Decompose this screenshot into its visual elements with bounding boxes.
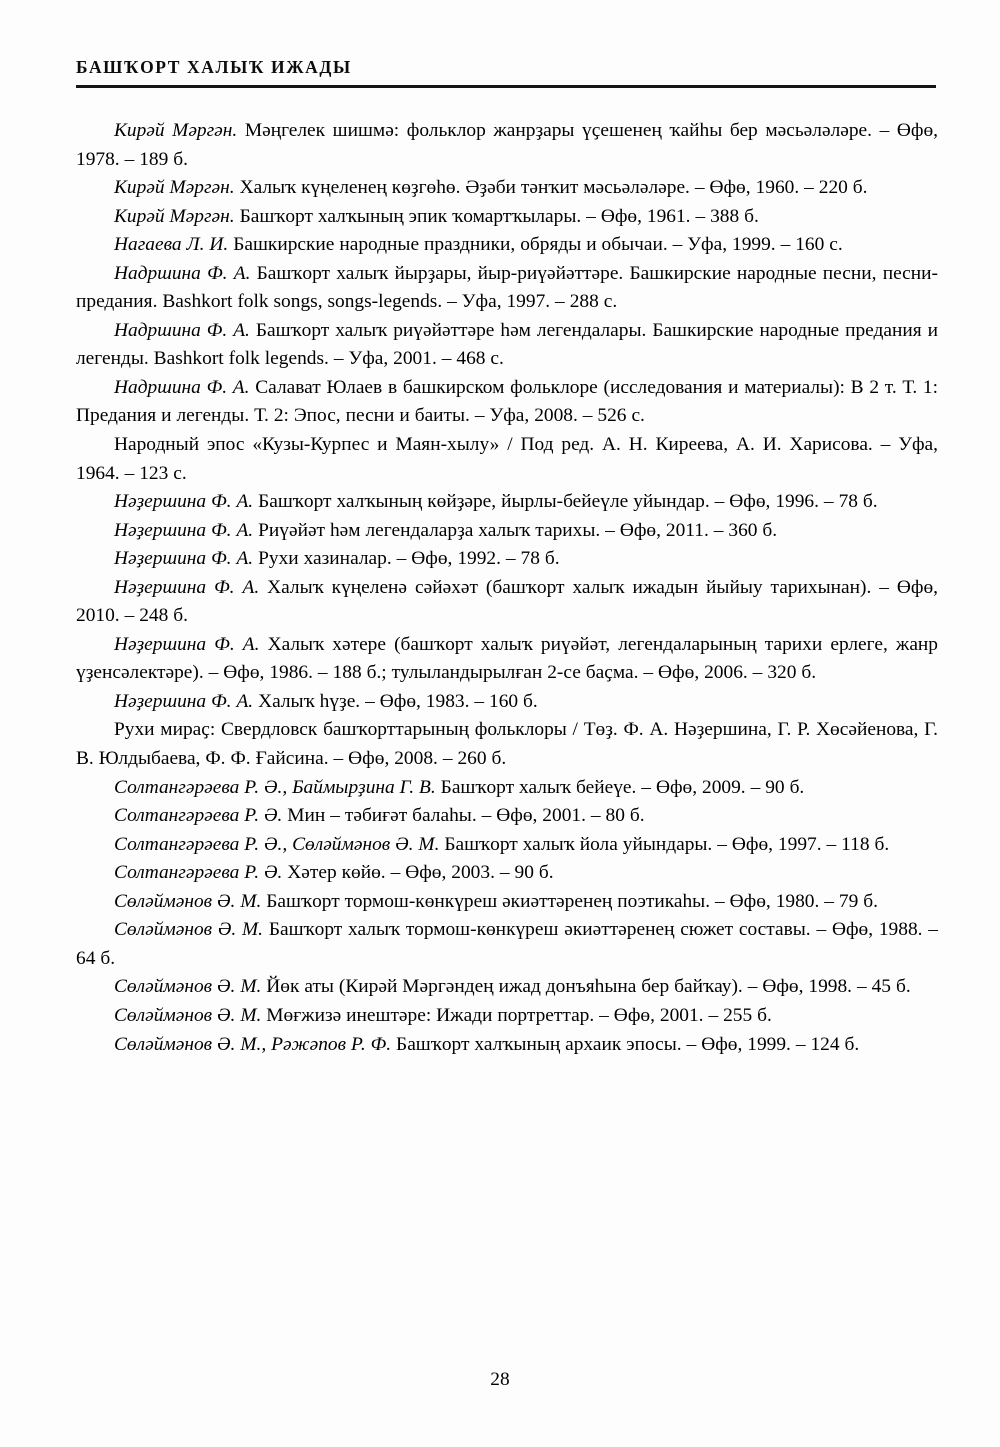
entry-author: Сөләймәнов Ә. М. xyxy=(114,1004,262,1026)
bibliography-entry xyxy=(76,774,938,803)
bibliography-entry xyxy=(76,517,938,546)
entry-citation: Башҡорт халҡының архаик эпосы. – Өфө, 1999. – 124 б. xyxy=(391,1033,860,1055)
bibliography-entry xyxy=(76,545,938,574)
entry-author: Нәҙершина Ф. А. xyxy=(114,690,254,712)
entry-citation: Мин – тәбиғәт балаһы. – Өфө, 2001. – 80 б. xyxy=(282,805,645,827)
bibliography-entry xyxy=(76,374,938,431)
entry-author: Солтангәрәева Р. Ә. xyxy=(114,805,283,827)
entry-author: Солтангәрәева Р. Ә., Сөләймәнов Ә. М. xyxy=(114,833,440,855)
entry-author: Нәҙершина Ф. А. xyxy=(114,519,254,541)
entry-author: Нагаева Л. И. xyxy=(114,234,229,256)
entry-author: Кирәй Мәргән. xyxy=(114,120,238,141)
bibliography-entry xyxy=(76,716,938,773)
entry-citation: Башҡорт халыҡ тормош-көнкүреш әкиәттәренең сюжет составы. – Өфө, 1988. – 64 б. xyxy=(76,919,938,969)
bibliography-entry xyxy=(76,117,938,174)
entry-citation: Башҡорт тормош-көнкүреш әкиәттәренең поэтикаһы. – Өфө, 1980. – 79 б. xyxy=(261,890,878,912)
entry-author: Надршина Ф. А. xyxy=(114,262,251,284)
entry-citation: Рухи мираҫ: Свердловск башҡорттарының фольклоры / Төҙ. Ф. А. Нәҙершина, Г. Р. Хөсәйенова, Г. В. Юлдыбаева, Ф. Ф. Ғайсина. – Өфө, 2008. – 260 б. xyxy=(76,719,938,770)
bibliography-entry xyxy=(76,973,938,1002)
entry-author: Нәҙершина Ф. А. xyxy=(114,576,260,598)
entry-author: Кирәй Мәргән. xyxy=(114,205,235,227)
entry-citation: Народный эпос «Кузы-Курпес и Маян-хылу» / Под ред. А. Н. Киреева, А. И. Харисова. – Уфа, 1964. – 123 с. xyxy=(76,434,938,484)
entry-citation: Риүәйәт һәм легендаларҙа халыҡ тарихы. – Өфө, 2011. – 360 б. xyxy=(253,519,778,541)
entry-author: Нәҙершина Ф. А. xyxy=(114,491,254,513)
bibliography-entry xyxy=(76,174,938,203)
bibliography-entry xyxy=(76,260,938,317)
page-header xyxy=(76,58,936,88)
entry-citation: Мөғжизә инештәре: Ижади портреттар. – Өфө, 2001. – 255 б. xyxy=(261,1004,772,1026)
entry-citation: Халыҡ һүҙе. – Өфө, 1983. – 160 б. xyxy=(253,690,538,712)
entry-citation: Башҡорт халҡының көйҙәре, йырлы-бейеүле уйындар. – Өфө, 1996. – 78 б. xyxy=(253,491,878,513)
entry-citation: Башҡорт халыҡ риүәйәттәре һәм легендалары. Башкирские народные предания и легенды. Bashkort folk legends. – Уфа, 2001. – 468 с. xyxy=(76,319,938,370)
entry-citation: Хәтер көйө. – Өфө, 2003. – 90 б. xyxy=(282,862,554,884)
bibliography-entry xyxy=(76,1031,938,1060)
bibliography-entry xyxy=(76,203,938,232)
page-number: 28 xyxy=(490,1369,510,1390)
entry-author: Кирәй Мәргән. xyxy=(114,177,235,199)
bibliography-entry xyxy=(76,831,938,860)
header-rule xyxy=(76,85,936,87)
entry-author: Солтангәрәева Р. Ә. xyxy=(114,862,283,884)
bibliography-entry xyxy=(76,231,938,260)
bibliography-entry xyxy=(76,631,938,688)
entry-citation: Рухи хазиналар. – Өфө, 1992. – 78 б. xyxy=(253,548,560,570)
bibliography-entry xyxy=(76,916,938,973)
entry-author: Солтангәрәева Р. Ә., Баймырҙина Г. В. xyxy=(114,776,436,798)
entry-citation: Йөк аты (Кирәй Мәргәндең ижад донъяһына бер байҡау). – Өфө, 1998. – 45 б. xyxy=(261,976,911,998)
bibliography-entry xyxy=(76,802,938,831)
bibliography-entry xyxy=(76,431,938,488)
entry-citation: Башҡорт халыҡ йырҙары, йыр-риүәйәттәре. Башкирские народные песни, песни-предания. Bashkort folk songs, songs-legends. – Уфа, 1997. – 288 с. xyxy=(76,262,938,313)
entry-citation: Салават Юлаев в башкирском фольклоре (исследования и материалы): В 2 т. Т. 1: Предания и легенды. Т. 2: Эпос, песни и баиты. – Уфа, 2008. – 526 с. xyxy=(76,376,938,427)
entry-citation: Мәңгелек шишмә: фольклор жанрҙары үҫешенең ҡайһы бер мәсьәләләре. – Өфө, 1978. – 189 б. xyxy=(76,120,938,170)
entry-author: Сөләймәнов Ә. М. xyxy=(114,890,262,912)
bibliography-entry xyxy=(76,488,938,517)
entry-author: Надршина Ф. А. xyxy=(114,319,250,341)
entry-author: Нәҙершина Ф. А. xyxy=(114,548,254,570)
entry-author: Надршина Ф. А. xyxy=(114,376,250,398)
entry-citation: Башкирские народные праздники, обряды и обычаи. – Уфа, 1999. – 160 с. xyxy=(228,234,843,256)
bibliography-entry xyxy=(76,888,938,917)
bibliography-entry xyxy=(76,859,938,888)
entry-author: Сөләймәнов Ә. М. xyxy=(114,976,262,998)
entry-citation: Башҡорт халыҡ бейеүе. – Өфө, 2009. – 90 б. xyxy=(435,776,805,798)
entry-citation: Башҡорт халыҡ йола уйындары. – Өфө, 1997. – 118 б. xyxy=(439,833,890,855)
entry-citation: Халыҡ күңеленә сәйәхәт (башҡорт халыҡ ижадын йыйыу тарихынан). – Өфө, 2010. – 248 б. xyxy=(76,576,939,627)
bibliography-entry xyxy=(76,574,938,631)
entry-author: Сөләймәнов Ә. М. xyxy=(114,919,264,941)
entry-citation: Халыҡ хәтере (башҡорт халыҡ риүәйәт, легендаларының тарихи ерлеге, жанр үҙенсәлектәре). – Өфө, 1986. – 188 б.; тулыландырылған 2-се баҫма. – Өфө, 2006. – 320 б. xyxy=(76,633,938,684)
bibliography-list xyxy=(76,117,938,1059)
entry-author: Нәҙершина Ф. А. xyxy=(114,633,260,655)
entry-citation: Башҡорт халҡының эпик ҡомартҡылары. – Өфө, 1961. – 388 б. xyxy=(234,205,759,227)
bibliography-entry xyxy=(76,688,938,717)
entry-citation: Халыҡ күңеленең көҙгөһө. Әҙәби тәнҡит мәсьәләләре. – Өфө, 1960. – 220 б. xyxy=(234,177,868,199)
running-head: БАШҠОРТ ХАЛЫҠ ИЖАДЫ xyxy=(76,57,352,77)
bibliography-entry xyxy=(76,1002,938,1031)
entry-author: Сөләймәнов Ә. М., Рәжәпов Р. Ф. xyxy=(114,1033,392,1055)
bibliography-entry xyxy=(76,317,938,374)
